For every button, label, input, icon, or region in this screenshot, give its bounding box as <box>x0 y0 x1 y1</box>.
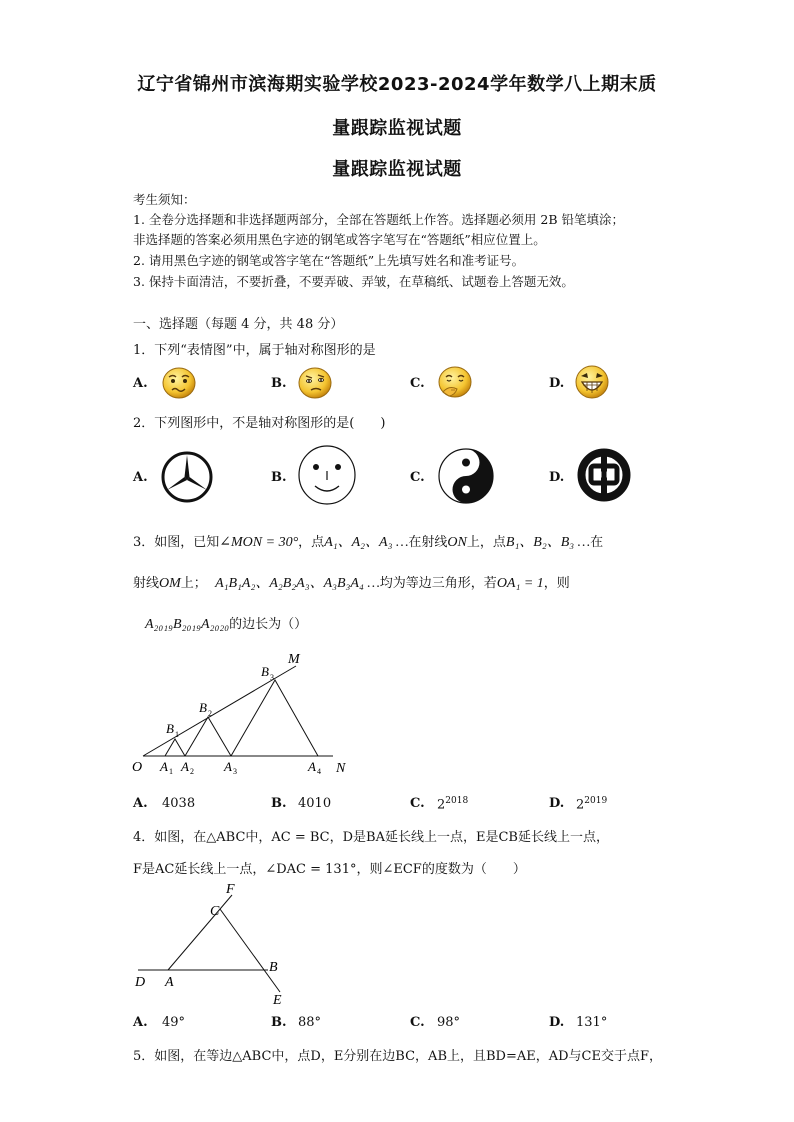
q3-line1 <box>133 531 603 551</box>
label-a3-sub: 3 <box>233 767 237 776</box>
q3-figure <box>128 648 358 778</box>
q1-option-c-label: C. <box>410 376 425 391</box>
notice-item-3: 3. 保持卡面清洁，不要折叠，不要弄破、弄皱，在草稿纸、试题卷上答题无效。 <box>133 274 574 289</box>
thinking-face-icon <box>297 366 333 400</box>
q4-option-a-label: A. <box>133 1015 148 1030</box>
q3-text: 射线 <box>133 576 160 591</box>
q4-option-a-value: 49° <box>162 1015 186 1030</box>
line-ce <box>220 909 280 992</box>
q2-option-c-label: C. <box>410 470 425 485</box>
q4-option-d-label: D. <box>549 1015 565 1030</box>
q4-option-b-label: B. <box>271 1015 287 1030</box>
q3-angle: ∠MON = 30° <box>219 535 299 550</box>
triangle-3 <box>231 680 318 756</box>
exam-title-line2: 量跟踪监视试题 <box>332 118 462 139</box>
exam-title-line1: 辽宁省锦州市滨海期实验学校2023-2024学年数学八上期末质 <box>137 74 657 95</box>
q3-points-b: B₁、B₂、B₃ … <box>505 535 591 550</box>
pondering-face-icon <box>437 365 473 401</box>
q4-option-c-value: 98° <box>437 1015 461 1030</box>
notice-item-1b: 非选择题的答案必须用黑色字迹的钢笔或答字笔写在“答题纸”相应位置上。 <box>133 232 546 247</box>
label-a1: A <box>160 759 168 774</box>
q3-text: 的边长为（） <box>229 617 308 632</box>
q3-text: 在 <box>590 535 604 550</box>
label-b1-sub: 1 <box>175 730 179 739</box>
label-a2-sub: 2 <box>190 767 194 776</box>
triangle-2 <box>185 717 231 756</box>
label-n: N <box>336 761 346 776</box>
q3-ray-om: OM <box>159 576 181 591</box>
q3-option-b-value: 4010 <box>298 796 332 811</box>
label-a: A <box>165 975 174 990</box>
yin-yang-icon <box>437 447 495 505</box>
q2-option-d-label: D. <box>549 470 565 485</box>
q3-option-d-base: 2 <box>576 797 585 813</box>
exam-title-line3: 量跟踪监视试题 <box>332 159 462 180</box>
grinning-face-icon <box>574 364 610 400</box>
worried-face-icon <box>161 366 197 400</box>
q3-line2 <box>133 572 570 592</box>
q2-stem: 2．下列图形中，不是轴对称图形的是( ) <box>133 416 386 431</box>
q1-option-b-label: B. <box>271 376 287 391</box>
q3-ray-on: ON <box>447 535 467 550</box>
label-f: F <box>226 882 235 897</box>
label-o: O <box>132 760 143 775</box>
q1-stem: 1．下列“表情图”中，属于轴对称图形的是 <box>133 343 376 358</box>
label-b1: B <box>166 721 174 736</box>
label-b2-sub: 2 <box>208 709 212 718</box>
section-heading: 一、选择题（每题 4 分，共 48 分） <box>133 317 344 332</box>
q3-option-a-label: A. <box>133 796 148 811</box>
q3-option-d-exp: 2019 <box>584 796 608 806</box>
q3-text: ，点 <box>298 535 325 550</box>
q3-line3 <box>145 613 307 633</box>
q3-option-c-label: C. <box>410 796 425 811</box>
q3-points-a: A₁、A₂、A₃ … <box>324 535 409 550</box>
q3-text: 上，点 <box>466 535 506 550</box>
q3-text: ，则 <box>543 576 570 591</box>
label-b3: B <box>261 664 269 679</box>
q3-triangles: A₁B₁A₂、A₂B₂A₃、A₃B₃A₄ … <box>215 576 380 591</box>
q1-option-d-label: D. <box>549 376 565 391</box>
q3-text: 3．如图，已知 <box>133 535 220 550</box>
notice-heading: 考生须知： <box>133 192 196 207</box>
label-a4: A <box>308 759 316 774</box>
q4-option-b-value: 88° <box>298 1015 322 1030</box>
label-a4-sub: 4 <box>317 767 321 776</box>
label-c: C <box>210 904 220 919</box>
label-a3: A <box>224 759 232 774</box>
label-b: B <box>269 960 278 975</box>
q3-text: 在射线 <box>408 535 448 550</box>
q3-option-c-base: 2 <box>437 797 446 813</box>
q4-option-c-label: C. <box>410 1015 425 1030</box>
smiley-face-icon <box>297 444 357 506</box>
label-b2: B <box>199 700 207 715</box>
notice-item-1a: 1. 全卷分选择题和非选择题两部分，全部在答题纸上作答。选择题必须用 2B 铅笔填涂； <box>133 212 624 227</box>
label-a2: A <box>181 759 189 774</box>
q3-option-a-value: 4038 <box>162 796 196 811</box>
q3-option-d-label: D. <box>549 796 565 811</box>
label-a1-sub: 1 <box>169 767 173 776</box>
mercedes-logo-icon <box>160 450 214 504</box>
q3-option-b-label: B. <box>271 796 287 811</box>
q5-stem: 5．如图，在等边△ABC中，点D，E分别在边BC，AB上，且BD=AE，AD与CE交于点F， <box>133 1049 663 1064</box>
q3-option-c-exp: 2018 <box>445 796 469 806</box>
notice-item-2: 2. 请用黑色字迹的钢笔或答字笔在“答题纸”上先填写姓名和准考证号。 <box>133 253 525 268</box>
q3-option-d-value <box>576 796 607 812</box>
label-d: D <box>135 975 146 990</box>
q2-option-a-label: A. <box>133 470 148 485</box>
q3-target-triangle: A₂₀₁₉B₂₀₁₉A₂₀₂₀ <box>145 617 230 632</box>
line-af <box>168 895 232 970</box>
q2-option-b-label: B. <box>271 470 287 485</box>
q4-figure <box>128 880 298 1010</box>
q3-text: 均为等边三角形，若 <box>379 576 497 591</box>
q4-option-d-value: 131° <box>576 1015 608 1030</box>
q3-option-c-value <box>437 796 468 812</box>
q4-line1: 4．如图，在△ABC中，AC = BC，D是BA延长线上一点，E是CB延长线上一点， <box>133 830 609 845</box>
q3-condition: OA₁ = 1 <box>496 576 544 591</box>
label-m: M <box>288 652 300 667</box>
bank-of-china-logo-icon <box>576 447 632 503</box>
q3-text: 上； <box>180 576 207 591</box>
q4-line2: F是AC延长线上一点，∠DAC = 131°，则∠ECF的度数为（ ） <box>133 862 526 877</box>
label-b3-sub: 3 <box>270 673 274 682</box>
label-e: E <box>273 993 282 1008</box>
q1-option-a-label: A. <box>133 376 148 391</box>
